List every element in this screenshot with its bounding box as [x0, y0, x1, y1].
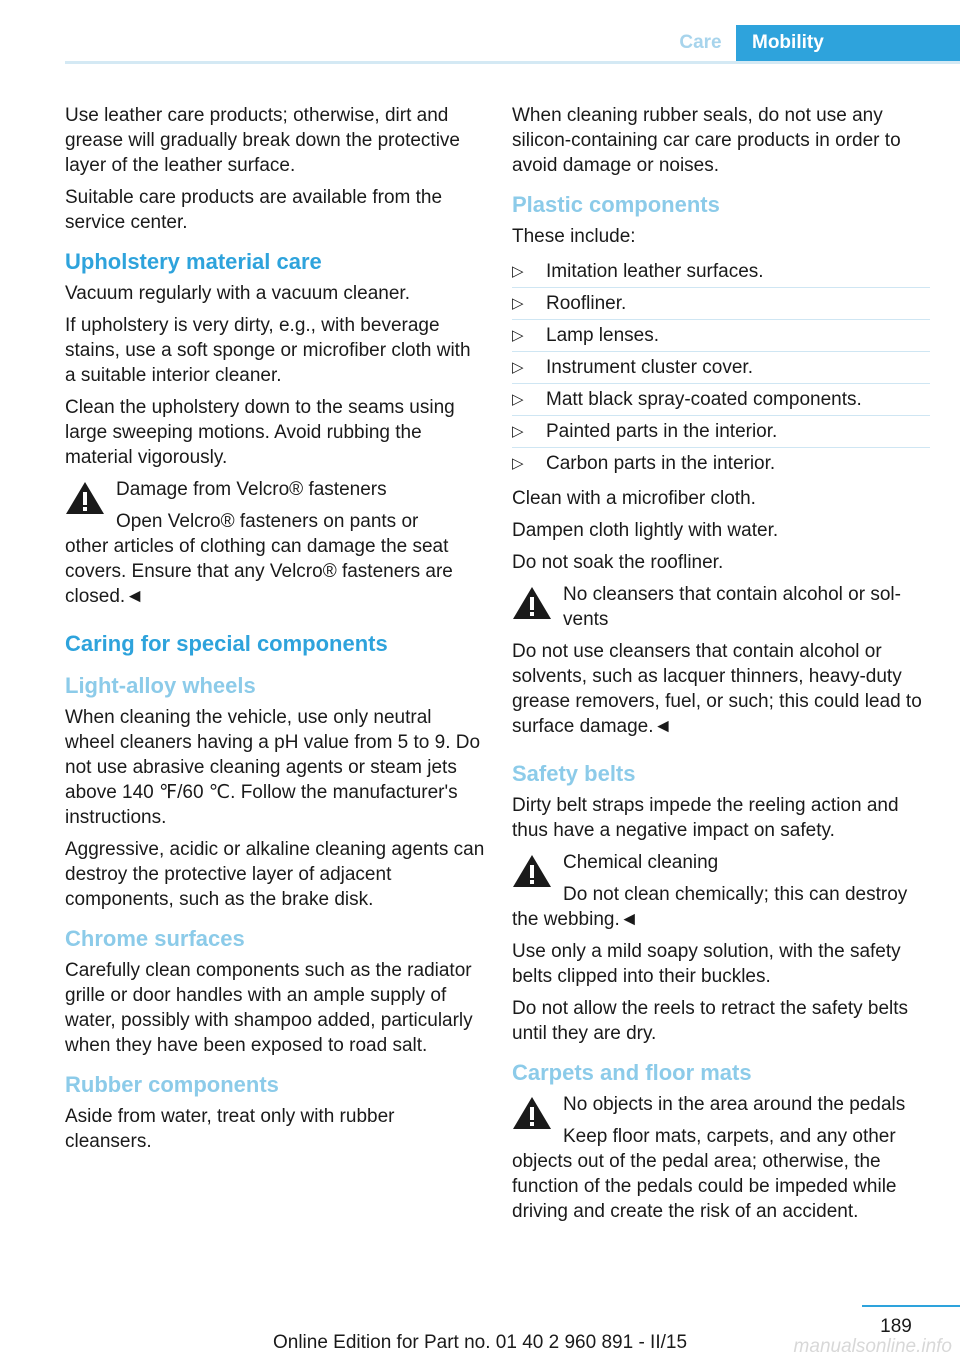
heading-rubber: Rubber components — [65, 1072, 279, 1097]
warning-icon — [65, 481, 105, 515]
warning-title: No objects in the area around the pedals — [563, 1094, 906, 1115]
right-column — [512, 103, 930, 1231]
paragraph: Use only a mild soapy solution, with the safety belts clipped into their buckles. — [512, 941, 901, 987]
warning-cleansers — [512, 582, 930, 739]
triangle-bullet-icon: ▷ — [512, 455, 524, 472]
list-item: ▷ Painted parts in the interior. — [512, 416, 930, 448]
triangle-bullet-icon: ▷ — [512, 295, 524, 312]
paragraph: When cleaning the vehicle, use only neutral wheel cleaners having a pH value from 5 to 9. Do not use abrasive cleaning agents or steam jets above 140 ℉/60 ℃. Follow the manufacturer's instructions. — [65, 707, 481, 828]
edition-note: Online Edition for Part no. 01 40 2 960 891 - II/15 — [272, 1332, 688, 1353]
warning-icon — [512, 586, 552, 620]
heading-chrome: Chrome surfaces — [65, 926, 245, 951]
list-item: ▷ Matt black spray-coated components. — [512, 384, 930, 416]
paragraph: Dampen cloth lightly with water. — [512, 520, 779, 541]
paragraph: If upholstery is very dirty, e.g., with beverage stains, use a soft sponge or microfiber cloth with a suitable interior cleaner. — [65, 315, 471, 386]
warning-text: the webbing.◄ — [512, 909, 639, 930]
warning-text: other articles of clothing can damage the seat covers. Ensure that any Velcro® fasteners are closed.◄ — [65, 536, 453, 607]
paragraph: Clean the upholstery down to the seams using large sweeping motions. Avoid rubbing the material vigorously. — [65, 397, 455, 468]
watermark: manualsonline.info — [793, 1336, 952, 1357]
list-item: ▷ Lamp lenses. — [512, 320, 930, 352]
paragraph: Suitable care products are available from the service center. — [65, 187, 443, 233]
list-item: ▷ Instrument cluster cover. — [512, 352, 930, 384]
triangle-bullet-icon: ▷ — [512, 263, 524, 280]
page-header — [65, 25, 960, 64]
warning-icon — [512, 854, 552, 888]
page-number: 189 — [880, 1316, 912, 1337]
paragraph: Vacuum regularly with a vacuum cleaner. — [65, 283, 410, 304]
heading-carpets: Carpets and floor mats — [512, 1060, 752, 1085]
warning-text: Open Velcro® fasteners on pants or — [116, 511, 419, 532]
tab-mobility[interactable]: Mobility — [736, 25, 960, 61]
warning-title: No cleansers that contain alcohol or solvents — [563, 584, 901, 630]
warning-title: Damage from Velcro® fasteners — [116, 479, 387, 500]
paragraph: These include: — [512, 226, 636, 247]
warning-text: Keep floor mats, carpets, and any other — [563, 1126, 896, 1147]
list-item: ▷ Carbon parts in the interior. — [512, 453, 776, 474]
heading-upholstery: Upholstery material care — [65, 249, 322, 274]
tab-care[interactable]: Care — [679, 32, 722, 53]
triangle-bullet-icon: ▷ — [512, 359, 524, 376]
triangle-bullet-icon: ▷ — [512, 423, 524, 440]
paragraph: Dirty belt straps impede the reeling action and thus have a negative impact on safety. — [512, 795, 899, 841]
paragraph: Carefully clean components such as the radiator grille or door handles with an ample supply of water, possibly with shampoo added, particularly when they have been exposed to road salt. — [65, 960, 473, 1056]
warning-text: Do not clean chemically; this can destroy — [563, 884, 908, 905]
paragraph: Use leather care products; otherwise, dirt and grease will gradually break down the protective layer of the leather surface. — [65, 105, 460, 176]
paragraph: Clean with a microfiber cloth. — [512, 488, 756, 509]
paragraph: Aside from water, treat only with rubber cleansers. — [65, 1106, 395, 1152]
list-item: ▷ Roofliner. — [512, 288, 930, 320]
plastic-list — [512, 256, 930, 479]
paragraph: When cleaning rubber seals, do not use any silicon-containing car care products in order to avoid damage or noises. — [512, 105, 901, 176]
heading-wheels: Light-alloy wheels — [65, 673, 256, 698]
warning-icon — [512, 1096, 552, 1130]
footer-rule — [862, 1305, 960, 1307]
warning-text: Do not use cleansers that contain alcohol or solvents, such as lacquer thinners, heavy-duty grease removers, fuel, or such; this could lead to surface damage.◄ — [512, 641, 922, 737]
heading-special-components: Caring for special components — [65, 631, 388, 656]
left-column — [65, 103, 485, 1161]
warning-title: Chemical cleaning — [563, 852, 719, 873]
triangle-bullet-icon: ▷ — [512, 327, 524, 344]
heading-plastic: Plastic components — [512, 192, 720, 217]
heading-safety-belts: Safety belts — [512, 761, 636, 786]
warning-velcro — [65, 477, 485, 609]
paragraph: Do not soak the roofliner. — [512, 552, 724, 573]
triangle-bullet-icon: ▷ — [512, 391, 524, 408]
warning-pedals — [512, 1092, 930, 1224]
paragraph: Do not allow the reels to retract the safety belts until they are dry. — [512, 998, 909, 1044]
list-item: ▷ Imitation leather surfaces. — [512, 256, 930, 288]
paragraph: Aggressive, acidic or alkaline cleaning agents can destroy the protective layer of adjacent components, such as the brake disk. — [65, 839, 485, 910]
warning-text: objects out of the pedal area; otherwise, the function of the pedals could be impeded while driving and create the risk of an accident. — [512, 1151, 897, 1222]
warning-chemical — [512, 850, 930, 932]
